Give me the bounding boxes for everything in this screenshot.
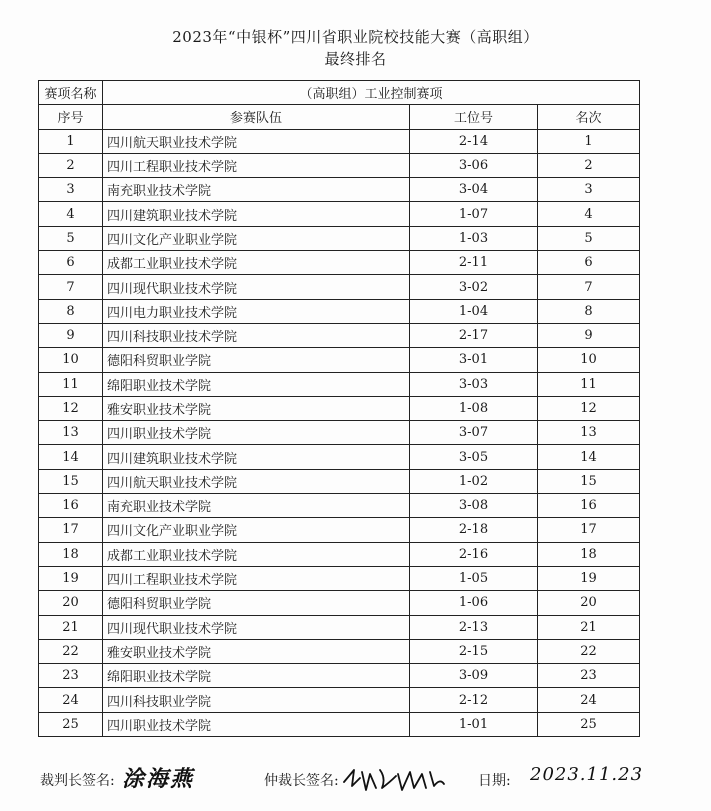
row-rank: 19 xyxy=(538,566,640,590)
row-station: 1-07 xyxy=(410,202,538,226)
row-rank: 9 xyxy=(538,323,640,347)
row-team: 四川科技职业技术学院 xyxy=(103,323,410,347)
row-seq: 24 xyxy=(39,688,103,712)
row-seq: 1 xyxy=(39,129,103,153)
row-team: 绵阳职业技术学院 xyxy=(103,372,410,396)
table-row xyxy=(39,178,640,202)
row-seq: 3 xyxy=(39,178,103,202)
row-station: 3-02 xyxy=(410,275,538,299)
event-name: （高职组）工业控制赛项 xyxy=(103,81,640,105)
row-station: 1-02 xyxy=(410,469,538,493)
row-seq: 21 xyxy=(39,615,103,639)
table-row xyxy=(39,664,640,688)
row-station: 1-03 xyxy=(410,226,538,250)
header-station: 工位号 xyxy=(410,105,538,129)
row-team: 四川建筑职业技术学院 xyxy=(103,202,410,226)
row-team: 雅安职业技术学院 xyxy=(103,639,410,663)
row-rank: 1 xyxy=(538,129,640,153)
row-rank: 11 xyxy=(538,372,640,396)
event-label: 赛项名称 xyxy=(39,81,103,105)
ranking-table xyxy=(38,80,640,737)
table-row xyxy=(39,494,640,518)
table-row xyxy=(39,396,640,420)
row-seq: 10 xyxy=(39,348,103,372)
row-rank: 15 xyxy=(538,469,640,493)
row-rank: 17 xyxy=(538,518,640,542)
table-row xyxy=(39,299,640,323)
row-rank: 6 xyxy=(538,251,640,275)
row-station: 3-07 xyxy=(410,421,538,445)
row-team: 四川职业技术学院 xyxy=(103,421,410,445)
row-station: 3-01 xyxy=(410,348,538,372)
table-row xyxy=(39,348,640,372)
row-seq: 6 xyxy=(39,251,103,275)
header-seq: 序号 xyxy=(39,105,103,129)
row-rank: 23 xyxy=(538,664,640,688)
table-row xyxy=(39,275,640,299)
header-rank: 名次 xyxy=(538,105,640,129)
row-station: 3-04 xyxy=(410,178,538,202)
row-rank: 20 xyxy=(538,591,640,615)
row-rank: 25 xyxy=(538,712,640,736)
table-row xyxy=(39,226,640,250)
row-station: 3-03 xyxy=(410,372,538,396)
row-rank: 14 xyxy=(538,445,640,469)
row-seq: 11 xyxy=(39,372,103,396)
table-row xyxy=(39,518,640,542)
row-station: 1-06 xyxy=(410,591,538,615)
table-row xyxy=(39,712,640,736)
row-station: 2-12 xyxy=(410,688,538,712)
row-team: 德阳科贸职业学院 xyxy=(103,591,410,615)
row-team: 四川文化产业职业学院 xyxy=(103,518,410,542)
date-value: 2023.11.23 xyxy=(530,764,644,785)
chief-arbiter-label: 仲裁长签名: xyxy=(264,773,339,789)
table-row xyxy=(39,421,640,445)
row-team: 四川建筑职业技术学院 xyxy=(103,445,410,469)
row-seq: 4 xyxy=(39,202,103,226)
row-rank: 3 xyxy=(538,178,640,202)
table-row xyxy=(39,542,640,566)
date-label: 日期: xyxy=(478,773,511,789)
row-seq: 13 xyxy=(39,421,103,445)
table-row xyxy=(39,469,640,493)
chief-judge-label: 裁判长签名: xyxy=(40,773,115,789)
row-seq: 7 xyxy=(39,275,103,299)
row-seq: 22 xyxy=(39,639,103,663)
event-row xyxy=(39,81,640,105)
row-seq: 9 xyxy=(39,323,103,347)
row-team: 四川航天职业技术学院 xyxy=(103,129,410,153)
row-rank: 21 xyxy=(538,615,640,639)
row-rank: 10 xyxy=(538,348,640,372)
row-team: 四川现代职业技术学院 xyxy=(103,275,410,299)
header-row xyxy=(39,105,640,129)
row-team: 成都工业职业技术学院 xyxy=(103,251,410,275)
row-seq: 16 xyxy=(39,494,103,518)
document-subtitle: 最终排名 xyxy=(324,50,387,68)
document-title: 2023年“中银杯”四川省职业院校技能大赛（高职组） xyxy=(172,28,539,46)
row-station: 1-08 xyxy=(410,396,538,420)
row-station: 1-01 xyxy=(410,712,538,736)
row-station: 1-04 xyxy=(410,299,538,323)
row-team: 四川电力职业技术学院 xyxy=(103,299,410,323)
row-seq: 2 xyxy=(39,153,103,177)
row-rank: 13 xyxy=(538,421,640,445)
row-station: 3-08 xyxy=(410,494,538,518)
row-team: 四川工程职业技术学院 xyxy=(103,566,410,590)
row-rank: 8 xyxy=(538,299,640,323)
row-seq: 8 xyxy=(39,299,103,323)
row-station: 2-18 xyxy=(410,518,538,542)
table-row xyxy=(39,591,640,615)
row-team: 四川文化产业职业学院 xyxy=(103,226,410,250)
row-seq: 5 xyxy=(39,226,103,250)
table-row xyxy=(39,688,640,712)
table-row xyxy=(39,566,640,590)
chief-arbiter-signature xyxy=(340,764,450,794)
row-seq: 14 xyxy=(39,445,103,469)
row-team: 成都工业职业技术学院 xyxy=(103,542,410,566)
table-row xyxy=(39,639,640,663)
row-station: 3-05 xyxy=(410,445,538,469)
row-seq: 20 xyxy=(39,591,103,615)
chief-judge-signature: 涂海燕 xyxy=(122,766,195,792)
row-rank: 2 xyxy=(538,153,640,177)
row-rank: 22 xyxy=(538,639,640,663)
row-rank: 24 xyxy=(538,688,640,712)
row-station: 2-15 xyxy=(410,639,538,663)
table-row xyxy=(39,129,640,153)
row-team: 德阳科贸职业学院 xyxy=(103,348,410,372)
table-row xyxy=(39,615,640,639)
row-team: 四川职业技术学院 xyxy=(103,712,410,736)
table-row xyxy=(39,372,640,396)
row-team: 四川现代职业技术学院 xyxy=(103,615,410,639)
table-row xyxy=(39,323,640,347)
row-team: 南充职业技术学院 xyxy=(103,178,410,202)
row-rank: 4 xyxy=(538,202,640,226)
row-rank: 7 xyxy=(538,275,640,299)
row-station: 2-17 xyxy=(410,323,538,347)
row-station: 2-13 xyxy=(410,615,538,639)
row-seq: 17 xyxy=(39,518,103,542)
row-seq: 25 xyxy=(39,712,103,736)
row-team: 四川工程职业技术学院 xyxy=(103,153,410,177)
row-team: 四川航天职业技术学院 xyxy=(103,469,410,493)
row-seq: 12 xyxy=(39,396,103,420)
row-seq: 23 xyxy=(39,664,103,688)
row-team: 绵阳职业技术学院 xyxy=(103,664,410,688)
row-station: 2-16 xyxy=(410,542,538,566)
table-row xyxy=(39,153,640,177)
row-station: 3-09 xyxy=(410,664,538,688)
row-rank: 12 xyxy=(538,396,640,420)
row-rank: 18 xyxy=(538,542,640,566)
signature-footer xyxy=(0,762,711,796)
table-row xyxy=(39,445,640,469)
row-team: 雅安职业技术学院 xyxy=(103,396,410,420)
row-seq: 19 xyxy=(39,566,103,590)
row-rank: 5 xyxy=(538,226,640,250)
row-station: 1-05 xyxy=(410,566,538,590)
table-row xyxy=(39,251,640,275)
row-station: 2-14 xyxy=(410,129,538,153)
row-seq: 18 xyxy=(39,542,103,566)
row-station: 2-11 xyxy=(410,251,538,275)
header-team: 参赛队伍 xyxy=(103,105,410,129)
row-seq: 15 xyxy=(39,469,103,493)
row-station: 3-06 xyxy=(410,153,538,177)
table-row xyxy=(39,202,640,226)
row-team: 南充职业技术学院 xyxy=(103,494,410,518)
row-team: 四川科技职业学院 xyxy=(103,688,410,712)
row-rank: 16 xyxy=(538,494,640,518)
